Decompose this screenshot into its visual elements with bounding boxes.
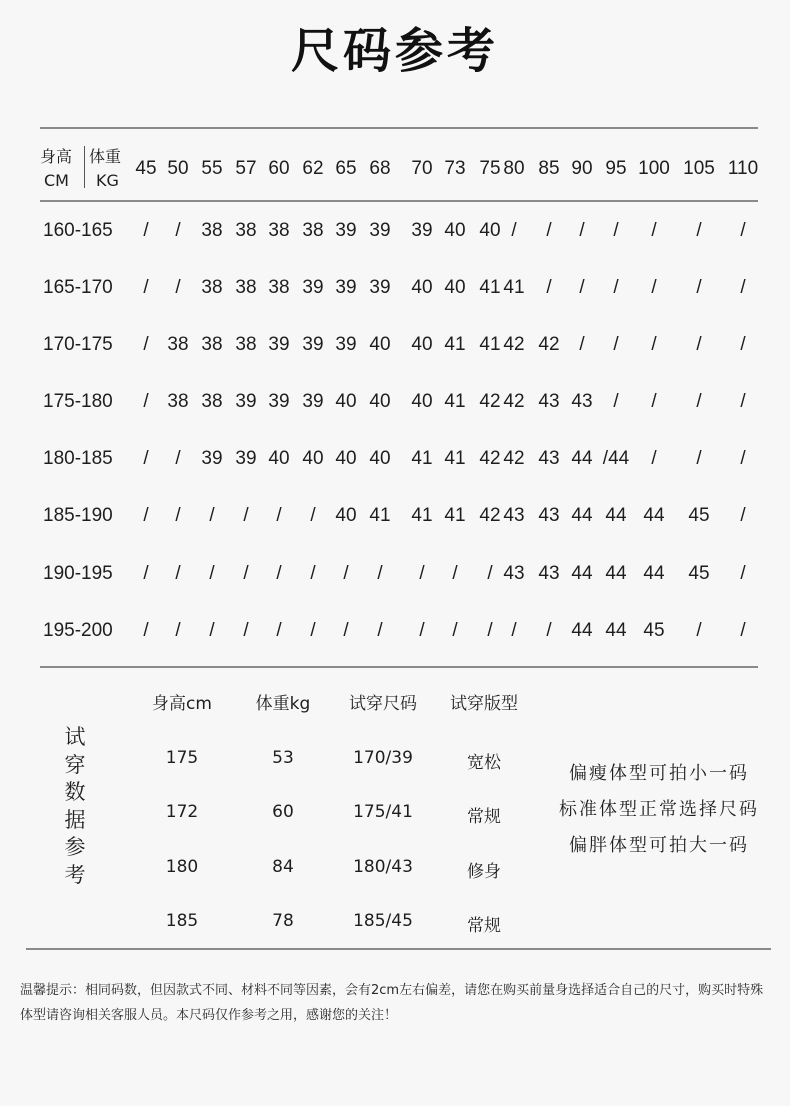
size-cell: / (651, 448, 657, 469)
trial-header-cell: 体重kg (255, 694, 311, 714)
weight-header-cell: 45 (135, 158, 157, 179)
size-cell: 39 (201, 448, 223, 469)
size-cell: 43 (571, 391, 593, 412)
size-cell: 40 (411, 334, 433, 355)
size-cell: / (310, 505, 316, 526)
size-cell: 41 (479, 334, 501, 355)
size-cell: / (613, 334, 619, 355)
trial-cell: 宽松 (467, 753, 501, 773)
size-cell: 43 (503, 563, 525, 584)
size-cell: / (175, 563, 181, 584)
size-cell: / (696, 620, 702, 641)
size-cell: / (310, 620, 316, 641)
size-cell: 38 (235, 220, 257, 241)
advice-line: 偏瘦体型可拍小一码 (569, 763, 749, 784)
trial-cell: 53 (272, 748, 294, 768)
size-cell: 41 (411, 505, 433, 526)
size-cell: 38 (235, 334, 257, 355)
size-cell: 39 (335, 220, 357, 241)
size-cell: 43 (503, 505, 525, 526)
size-cell: / (546, 220, 552, 241)
size-cell: 41 (444, 448, 466, 469)
size-cell: / (651, 391, 657, 412)
size-cell: 44 (643, 505, 665, 526)
size-cell: / (243, 620, 249, 641)
side-label-char: 试 (64, 725, 86, 749)
size-cell: / (740, 391, 746, 412)
trial-cell: 185 (165, 911, 199, 931)
size-cell: / (613, 391, 619, 412)
table-bottom-divider (40, 666, 758, 668)
size-cell: / (452, 563, 458, 584)
size-cell: / (740, 620, 746, 641)
size-cell: 39 (369, 277, 391, 298)
size-cell: 44 (605, 505, 627, 526)
size-cell: 45 (643, 620, 665, 641)
size-cell: / (209, 620, 215, 641)
size-cell: 41 (369, 505, 391, 526)
table-top-divider (40, 127, 758, 129)
size-cell: 45 (688, 563, 710, 584)
size-cell: 39 (369, 220, 391, 241)
advice-line: 偏胖体型可拍大一码 (569, 835, 749, 856)
height-range-label: 180-185 (43, 448, 113, 469)
size-cell: 45 (688, 505, 710, 526)
size-cell: 44 (571, 620, 593, 641)
height-range-label: 190-195 (43, 563, 113, 584)
size-cell: 39 (235, 448, 257, 469)
size-cell: / (696, 277, 702, 298)
trial-cell: 185/45 (353, 911, 413, 931)
size-cell: / (487, 620, 493, 641)
size-cell: 40 (411, 277, 433, 298)
size-cell: / (740, 505, 746, 526)
side-label-char: 考 (64, 862, 86, 887)
size-cell: 39 (268, 391, 290, 412)
side-label-char: 数 (64, 780, 86, 804)
size-cell: 39 (335, 277, 357, 298)
size-cell: / (143, 334, 149, 355)
trial-cell: 60 (272, 802, 294, 822)
trial-cell: 180/43 (353, 857, 413, 877)
trial-cell: 180 (165, 857, 199, 877)
size-cell: 40 (268, 448, 290, 469)
weight-header-cell: 55 (201, 158, 223, 179)
size-cell: / (419, 563, 425, 584)
size-cell: 38 (268, 277, 290, 298)
size-cell: 40 (444, 277, 466, 298)
size-cell: 38 (201, 220, 223, 241)
height-range-label: 175-180 (43, 391, 113, 412)
size-cell: 38 (201, 391, 223, 412)
trial-header-cell: 身高cm (152, 694, 212, 714)
side-label-char: 参 (64, 835, 86, 859)
weight-header-cell: 68 (369, 158, 391, 179)
size-cell: / (377, 620, 383, 641)
size-cell: / (143, 391, 149, 412)
weight-header-cell: 50 (167, 158, 189, 179)
size-cell: 40 (335, 448, 357, 469)
trial-cell: 78 (272, 911, 294, 931)
weight-header-cell: 75 (479, 158, 501, 179)
size-cell: / (452, 620, 458, 641)
height-range-label: 165-170 (43, 277, 113, 298)
size-cell: / (377, 563, 383, 584)
size-cell: 38 (201, 334, 223, 355)
size-cell: / (579, 220, 585, 241)
size-cell: / (511, 220, 517, 241)
size-cell: / (343, 620, 349, 641)
trial-cell: 170/39 (353, 748, 413, 768)
weight-header-cell: 62 (302, 158, 324, 179)
size-cell: 40 (479, 220, 501, 241)
size-cell: 40 (369, 334, 391, 355)
advice-line: 标准体型正常选择尺码 (559, 799, 759, 820)
size-cell: 42 (479, 391, 501, 412)
trial-cell: 常规 (467, 916, 501, 936)
size-cell: / (740, 563, 746, 584)
size-cell: / (276, 563, 282, 584)
weight-header-cell: 73 (444, 158, 466, 179)
trial-cell: 172 (165, 802, 199, 822)
size-cell: / (579, 334, 585, 355)
size-cell: /44 (602, 448, 630, 469)
size-cell: 38 (167, 334, 189, 355)
weight-header-cell: 110 (727, 158, 759, 179)
size-cell: / (613, 220, 619, 241)
size-cell: / (175, 448, 181, 469)
size-cell: 43 (538, 505, 560, 526)
size-cell: 41 (411, 448, 433, 469)
height-header-label: 身高 (40, 147, 73, 166)
size-cell: / (740, 220, 746, 241)
size-cell: / (175, 277, 181, 298)
size-cell: 39 (411, 220, 433, 241)
size-cell: 42 (503, 391, 525, 412)
size-cell: 40 (369, 391, 391, 412)
trial-bottom-divider (26, 948, 771, 950)
size-cell: 39 (335, 334, 357, 355)
size-note: 温馨提示：相同码数，但因款式不同、材料不同等因素，会有2cm左右偏差，请您在购买前量身选择适合自己的尺寸，购买时特殊体型请咨询相关客服人员。本尺码仅作参考之用，感谢您的关注！ (20, 983, 764, 1023)
trial-header-cell: 试穿版型 (450, 694, 518, 714)
size-cell: / (143, 620, 149, 641)
size-cell: 43 (538, 391, 560, 412)
size-cell: / (143, 448, 149, 469)
size-cell: / (175, 220, 181, 241)
weight-header-cell: 65 (335, 158, 357, 179)
size-cell: 40 (411, 391, 433, 412)
weight-header-cell: 60 (268, 158, 290, 179)
weight-header-cell: 95 (605, 158, 627, 179)
size-cell: / (696, 448, 702, 469)
weight-header-cell: 57 (235, 158, 257, 179)
size-cell: 44 (571, 563, 593, 584)
size-cell: / (209, 563, 215, 584)
header-separator (84, 146, 85, 188)
size-cell: 39 (302, 277, 324, 298)
size-cell: 42 (503, 448, 525, 469)
weight-header-cell: 85 (538, 158, 560, 179)
size-cell: / (696, 334, 702, 355)
size-cell: 39 (235, 391, 257, 412)
weight-header-label: 体重 (89, 147, 122, 166)
size-cell: 44 (571, 505, 593, 526)
size-cell: 38 (167, 391, 189, 412)
weight-header-unit: KG (96, 171, 119, 190)
height-range-label: 195-200 (43, 620, 113, 641)
trial-cell: 84 (272, 857, 294, 877)
size-cell: 44 (571, 448, 593, 469)
size-cell: 38 (235, 277, 257, 298)
side-label-char: 据 (64, 807, 86, 832)
size-cell: 43 (538, 448, 560, 469)
size-cell: / (276, 505, 282, 526)
header-divider (40, 200, 758, 202)
size-cell: 39 (302, 334, 324, 355)
size-cell: / (579, 277, 585, 298)
weight-header-cell: 70 (411, 158, 433, 179)
size-cell: 41 (479, 277, 501, 298)
size-cell: 42 (479, 505, 501, 526)
size-cell: / (546, 277, 552, 298)
size-cell: 42 (538, 334, 560, 355)
size-cell: / (243, 505, 249, 526)
size-cell: / (243, 563, 249, 584)
size-cell: / (613, 277, 619, 298)
size-cell: / (740, 334, 746, 355)
size-cell: / (143, 505, 149, 526)
size-cell: / (651, 220, 657, 241)
size-cell: / (487, 563, 493, 584)
size-cell: 38 (201, 277, 223, 298)
size-cell: / (143, 563, 149, 584)
size-cell: / (696, 220, 702, 241)
size-cell: 40 (302, 448, 324, 469)
size-cell: / (143, 277, 149, 298)
size-cell: 41 (503, 277, 525, 298)
size-cell: 40 (335, 391, 357, 412)
size-cell: 42 (503, 334, 525, 355)
size-cell: 44 (605, 563, 627, 584)
size-cell: 40 (335, 505, 357, 526)
weight-header-cell: 105 (683, 158, 715, 179)
size-cell: / (175, 505, 181, 526)
size-cell: / (511, 620, 517, 641)
height-range-label: 170-175 (43, 334, 113, 355)
size-cell: / (175, 620, 181, 641)
size-cell: / (651, 334, 657, 355)
weight-header-cell: 80 (503, 158, 525, 179)
trial-cell: 175/41 (353, 802, 413, 822)
height-range-label: 160-165 (43, 220, 113, 241)
size-cell: 42 (479, 448, 501, 469)
size-cell: 40 (369, 448, 391, 469)
size-cell: / (740, 448, 746, 469)
size-cell: 38 (268, 220, 290, 241)
size-cell: / (310, 563, 316, 584)
trial-header-cell: 试穿尺码 (349, 694, 417, 714)
side-label-char: 穿 (64, 752, 86, 777)
weight-header-cell: 100 (638, 158, 670, 179)
size-cell: 43 (538, 563, 560, 584)
size-cell: 41 (444, 391, 466, 412)
size-cell: / (276, 620, 282, 641)
size-cell: / (419, 620, 425, 641)
size-cell: 39 (302, 391, 324, 412)
size-cell: 39 (268, 334, 290, 355)
trial-cell: 修身 (467, 862, 501, 882)
trial-cell: 175 (165, 748, 199, 768)
weight-header-cell: 90 (571, 158, 593, 179)
size-cell: / (696, 391, 702, 412)
trial-cell: 常规 (467, 807, 501, 827)
size-cell: / (546, 620, 552, 641)
height-range-label: 185-190 (43, 505, 113, 526)
height-header-unit: CM (44, 171, 69, 190)
size-cell: 40 (444, 220, 466, 241)
size-cell: / (740, 277, 746, 298)
size-cell: / (209, 505, 215, 526)
size-cell: 41 (444, 334, 466, 355)
size-cell: / (343, 563, 349, 584)
page-title: 尺码参考 (290, 23, 499, 79)
trial-data-side-label (62, 724, 88, 889)
size-cell: 44 (605, 620, 627, 641)
size-cell: / (143, 220, 149, 241)
size-cell: 38 (302, 220, 324, 241)
size-cell: 41 (444, 505, 466, 526)
size-cell: 44 (643, 563, 665, 584)
size-cell: / (651, 277, 657, 298)
